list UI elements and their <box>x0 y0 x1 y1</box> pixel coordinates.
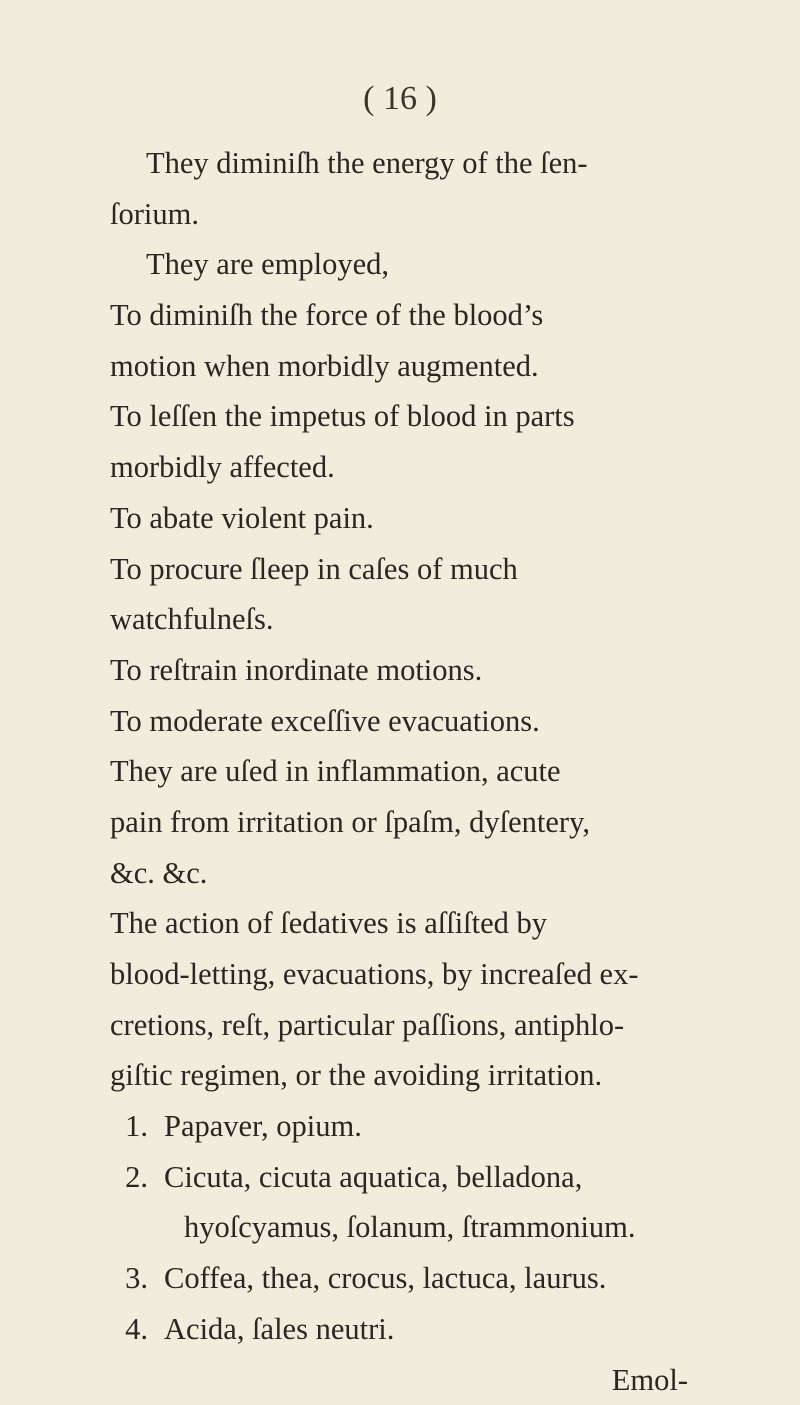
text-line: They are employed, <box>110 239 710 290</box>
text-line: blood-letting, evacuations, by increaſed ex- <box>110 949 710 1000</box>
list-text: Coffea, thea, crocus, lactuca, laurus. <box>164 1261 606 1295</box>
list-text: Acida, ſales neutri. <box>164 1312 394 1346</box>
list-item-continuation: hyoſcyamus, ſolanum, ſtrammonium. <box>110 1202 710 1253</box>
text-line: &c. &c. <box>110 848 710 899</box>
list-number: 1. <box>110 1101 148 1152</box>
list-number: 3. <box>110 1253 148 1304</box>
list-number: 2. <box>110 1152 148 1203</box>
text-line: To reſtrain inordinate motions. <box>110 645 710 696</box>
text-line: They are uſed in inflammation, acute <box>110 746 710 797</box>
text-line: cretions, reſt, particular paſſions, antiphlo- <box>110 1000 710 1051</box>
list-item <box>110 1152 710 1203</box>
text-line: To diminiſh the force of the blood’s <box>110 290 710 341</box>
text-line: To moderate exceſſive evacuations. <box>110 696 710 747</box>
list-number: 4. <box>110 1304 148 1355</box>
text-line: morbidly affected. <box>110 442 710 493</box>
text-line: ſorium. <box>110 189 710 240</box>
text-line: watchfulneſs. <box>110 594 710 645</box>
catchword: Emol- <box>110 1355 710 1405</box>
list-item <box>110 1101 710 1152</box>
text-line: To procure ſleep in caſes of much <box>110 544 710 595</box>
text-line: The action of ſedatives is aſſiſted by <box>110 898 710 949</box>
body-text <box>110 138 710 1405</box>
text-line: They diminiſh the energy of the ſen- <box>110 138 710 189</box>
text-line: giſtic regimen, or the avoiding irritation. <box>110 1050 710 1101</box>
list-item <box>110 1304 710 1355</box>
text-line: pain from irritation or ſpaſm, dyſentery, <box>110 797 710 848</box>
text-line: motion when morbidly augmented. <box>110 341 710 392</box>
page-number-header: ( 16 ) <box>0 80 800 118</box>
list-text: Cicuta, cicuta aquatica, belladona, <box>164 1160 582 1194</box>
text-line: To leſſen the impetus of blood in parts <box>110 391 710 442</box>
text-line: To abate violent pain. <box>110 493 710 544</box>
list-item <box>110 1253 710 1304</box>
list-text: Papaver, opium. <box>164 1109 362 1143</box>
